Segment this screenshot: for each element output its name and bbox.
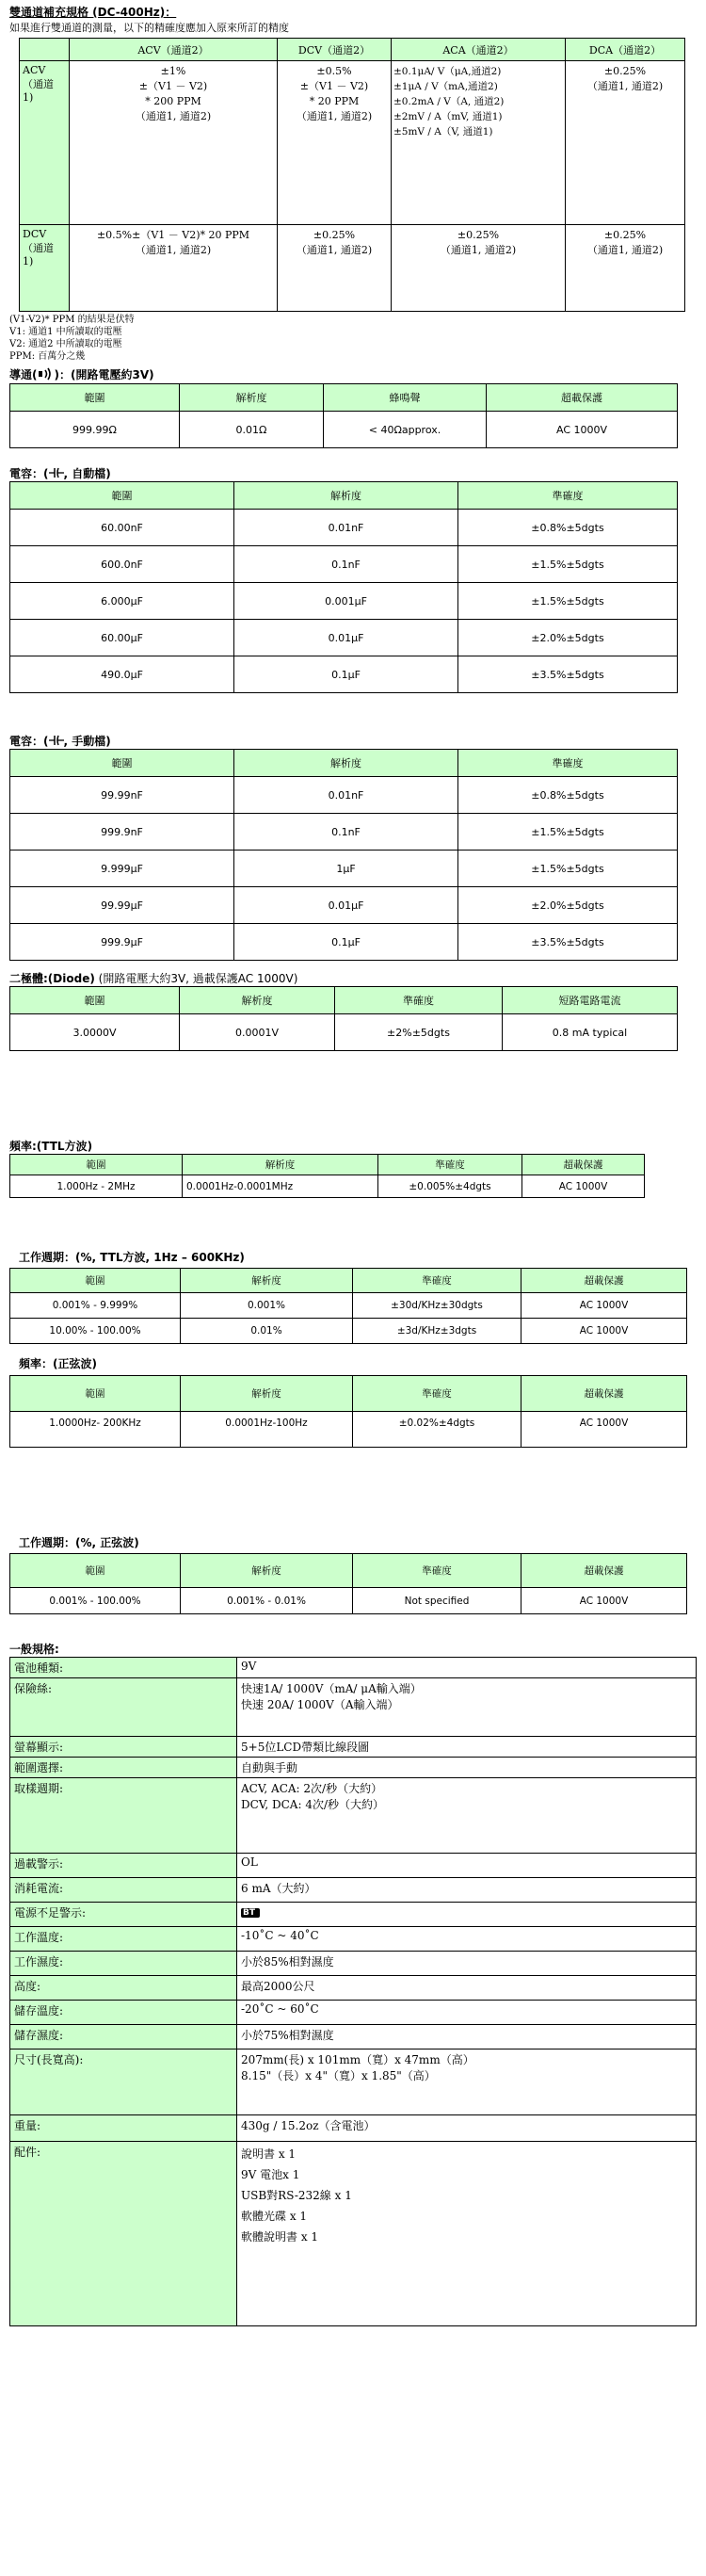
col-header: 範圍 — [10, 1269, 181, 1293]
dual-table — [19, 38, 685, 312]
col-header: 解析度 — [181, 1269, 353, 1293]
col-header: 準確度 — [458, 750, 678, 777]
table-row: 1.0000Hz- 200KHz 0.0001Hz-100Hz ±0.02%±4dgts AC 1000V — [10, 1412, 687, 1448]
table-cell: < 40Ωapprox. — [324, 412, 487, 448]
freq-sine-table — [9, 1375, 687, 1448]
row-label-acv: ACV （通道 1) — [20, 61, 70, 225]
col-header: 解析度 — [234, 750, 458, 777]
table-row: 0.001% - 100.00% 0.001% - 0.01% Not specified AC 1000V — [10, 1588, 687, 1614]
diode-table — [9, 986, 678, 1051]
col-header: 準確度 — [353, 1269, 521, 1293]
dual-header: ACV（通道2） — [70, 39, 278, 61]
spec-row: 工作溫度: -10˚C ~ 40˚C — [10, 1927, 697, 1952]
spec-row: 電池種類: 9V — [10, 1658, 697, 1678]
spec-row: 高度: 最高2000公尺 — [10, 1976, 697, 2001]
dual-title: 雙通道補充規格 (DC-400Hz)： — [9, 6, 177, 19]
duty-sine-table — [9, 1553, 687, 1614]
col-header: 解析度 — [183, 1155, 378, 1175]
spec-row: 消耗電流: 6 mA（大約） — [10, 1878, 697, 1903]
spec-row: 取樣週期: ACV, ACA: 2次/秒（大約） DCV, DCA: 4次/秒（大約） — [10, 1778, 697, 1854]
table-row: 99.99nF 0.01nF ±0.8%±5dgts — [10, 777, 678, 814]
table-cell: AC 1000V — [487, 412, 678, 448]
table-cell: 0.01Ω — [180, 412, 324, 448]
cap-auto-title: 電容：( , 自動檔) — [9, 467, 111, 480]
table-row: 3.0000V 0.0001V ±2%±5dgts 0.8 mA typical — [10, 1014, 678, 1051]
spec-row: 配件: 說明書 x 1 9V 電池x 1 USB對RS-232線 x 1 軟體光碟 x 1 軟體說明書 x 1 — [10, 2142, 697, 2326]
dual-notes: (V1-V2)* PPM 的結果是伏特 V1: 通道1 中所讀取的電壓 V2: 通道2 中所讀取的電壓 PPM: 百萬分之幾 — [9, 315, 135, 362]
col-header: 超載保護 — [521, 1269, 687, 1293]
dual-subtitle: 如果進行雙通道的測量，以下的精確度應加入原來所訂的精度 — [9, 22, 289, 34]
dual-cell: ±1% ±（V1 － V2) * 200 PPM （通道1, 通道2) — [70, 61, 278, 225]
table-row: 999.9nF 0.1nF ±1.5%±5dgts — [10, 814, 678, 851]
capacitor-icon — [49, 467, 64, 481]
col-header: 範圍 — [10, 987, 180, 1014]
freq-ttl-title: 頻率:(TTL方波) — [9, 1140, 93, 1153]
duty-sine-title: 工作週期：(%, 正弦波) — [19, 1536, 139, 1549]
general-table — [9, 1657, 697, 2326]
dual-cell: ±0.5%±（V1 － V2)* 20 PPM （通道1, 通道2) — [70, 225, 278, 312]
capacitor-icon — [49, 735, 64, 749]
table-row: 6.000μF 0.001μF ±1.5%±5dgts — [10, 583, 678, 620]
freq-ttl-table — [9, 1154, 645, 1198]
continuity-table — [9, 383, 678, 448]
col-header: 範圍 — [10, 1376, 181, 1412]
duty-ttl-table — [9, 1268, 687, 1344]
table-row: 10.00% - 100.00% 0.01% ±3d/KHz±3dgts AC 1000V — [10, 1319, 687, 1344]
cap-manual-title: 電容：( , 手動檔) — [9, 735, 111, 748]
table-row: 490.0μF 0.1μF ±3.5%±5dgts — [10, 656, 678, 693]
col-header: 超載保護 — [521, 1554, 687, 1588]
dual-cell: ±0.1μA/ V（μA,通道2) ±1μA / V（mA,通道2) ±0.2mA / V（A, 通道2) ±2mV / A（mV, 通道1) ±5mV / A（V, 通道1) — [392, 61, 566, 225]
col-header: 解析度 — [234, 482, 458, 510]
row-label-dcv: DCV （通道 1) — [20, 225, 70, 312]
cap-auto-table — [9, 481, 678, 693]
spec-row: 電源不足警示: BT — [10, 1903, 697, 1927]
spec-row: 儲存溫度: -20˚C ~ 60˚C — [10, 2001, 697, 2025]
table-row: 60.00μF 0.01μF ±2.0%±5dgts — [10, 620, 678, 656]
table-row: 0.001% - 9.999% 0.001% ±30d/KHz±30dgts AC 1000V — [10, 1293, 687, 1319]
continuity-title: 導通( )：(開路電壓約3V) — [9, 368, 154, 381]
table-row: 999.9μF 0.1μF ±3.5%±5dgts — [10, 924, 678, 961]
col-header: 範圍 — [10, 1554, 181, 1588]
duty-ttl-title: 工作週期：(%, TTL方波, 1Hz – 600KHz) — [19, 1251, 245, 1264]
spec-row: 保險絲: 快速1A/ 1000V（mA/ μA輸入端） 快速 20A/ 1000V（A輸入端） — [10, 1678, 697, 1737]
general-title: 一般規格: — [9, 1643, 59, 1656]
col-header: 準確度 — [353, 1376, 521, 1412]
battery-icon: BT — [241, 1908, 260, 1918]
continuity-beeper-icon — [38, 367, 55, 383]
dual-cell: ±0.25% （通道1, 通道2) — [278, 225, 392, 312]
col-header: 範圍 — [10, 482, 234, 510]
col-header: 解析度 — [180, 987, 335, 1014]
spec-row: 螢幕顯示: 5+5位LCD帶類比線段圖 — [10, 1737, 697, 1758]
dual-header: DCA（通道2） — [566, 39, 685, 61]
col-header: 準確度 — [335, 987, 503, 1014]
dual-cell: ±0.25% （通道1, 通道2) — [392, 225, 566, 312]
dual-cell: ±0.25% （通道1, 通道2) — [566, 225, 685, 312]
col-header: 解析度 — [180, 384, 324, 412]
col-header: 範圍 — [10, 1155, 183, 1175]
col-header: 超載保護 — [521, 1376, 687, 1412]
table-row: 1.000Hz - 2MHz 0.0001Hz-0.0001MHz ±0.005%±4dgts AC 1000V — [10, 1175, 645, 1198]
freq-sine-title: 頻率：(正弦波) — [19, 1357, 97, 1370]
col-header: 蜂鳴聲 — [324, 384, 487, 412]
col-header: 解析度 — [181, 1554, 353, 1588]
spec-row: 儲存濕度: 小於75%相對濕度 — [10, 2025, 697, 2049]
spec-row: 尺寸(長寬高): 207mm(長) x 101mm（寬）x 47mm（高） 8.15"（長）x 4"（寬）x 1.85"（高） — [10, 2049, 697, 2115]
col-header: 準確度 — [353, 1554, 521, 1588]
col-header: 範圍 — [10, 384, 180, 412]
spec-row: 重量: 430g / 15.2oz（含電池） — [10, 2115, 697, 2142]
col-header: 解析度 — [181, 1376, 353, 1412]
col-header: 超載保護 — [522, 1155, 645, 1175]
diode-title: 二極體:(Diode) (開路電壓大約3V, 過載保護AC 1000V) — [9, 972, 298, 985]
spec-row: 工作濕度: 小於85%相對濕度 — [10, 1952, 697, 1976]
cap-manual-table — [9, 749, 678, 961]
table-row: 60.00nF 0.01nF ±0.8%±5dgts — [10, 510, 678, 546]
col-header: 準確度 — [378, 1155, 522, 1175]
col-header: 短路電路電流 — [503, 987, 678, 1014]
col-header: 範圍 — [10, 750, 234, 777]
col-header: 準確度 — [458, 482, 678, 510]
table-row: 600.0nF 0.1nF ±1.5%±5dgts — [10, 546, 678, 583]
table-row: 9.999μF 1μF ±1.5%±5dgts — [10, 851, 678, 887]
document — [9, 4, 697, 2326]
spec-row: 範圍選擇: 自動與手動 — [10, 1758, 697, 1778]
col-header: 超載保護 — [487, 384, 678, 412]
dual-header: DCV（通道2） — [278, 39, 392, 61]
table-row: 99.99μF 0.01μF ±2.0%±5dgts — [10, 887, 678, 924]
dual-cell: ±0.25% （通道1, 通道2) — [566, 61, 685, 225]
dual-header: ACA（通道2） — [392, 39, 566, 61]
dual-cell: ±0.5% ±（V1 － V2) * 20 PPM （通道1, 通道2) — [278, 61, 392, 225]
spec-row: 過載警示: OL — [10, 1854, 697, 1878]
table-cell: 999.99Ω — [10, 412, 180, 448]
